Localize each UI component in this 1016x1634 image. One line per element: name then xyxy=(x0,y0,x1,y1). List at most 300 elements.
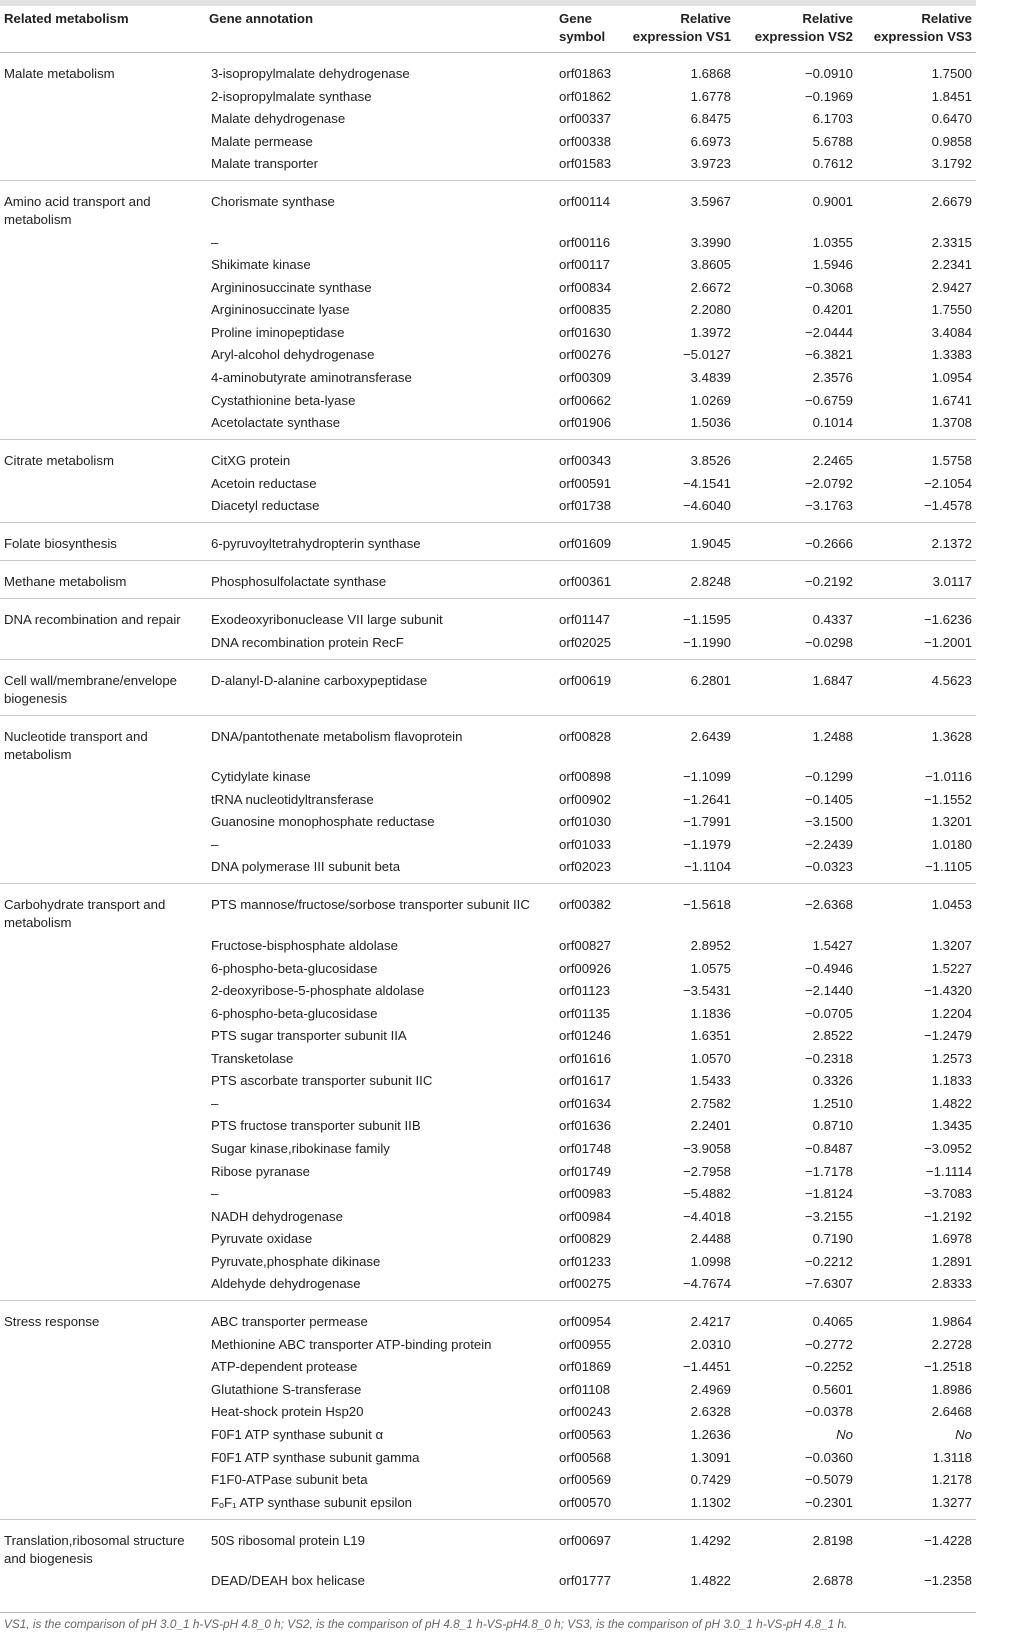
vs2-cell: −0.0910 xyxy=(804,66,853,81)
gene-symbol-cell: orf01123 xyxy=(559,983,611,999)
gene-annotation-cell: F0F1 ATP synthase subunit gamma xyxy=(211,1449,420,1465)
vs3-cell: 1.5758 xyxy=(857,440,976,473)
gene-symbol-cell: orf00243 xyxy=(559,1404,612,1420)
table-row xyxy=(0,181,976,232)
vs1-cell: 1.1302 xyxy=(690,1494,731,1510)
related-metabolism-cell xyxy=(0,834,205,857)
vs3-cell: 3.0117 xyxy=(857,561,976,599)
vs2-cell: 1.6847 xyxy=(735,659,857,715)
gene-symbol-cell: orf01869 xyxy=(559,1359,612,1375)
gene-annotation-cell: Pyruvate oxidase xyxy=(211,1231,313,1247)
row-group xyxy=(0,181,976,440)
gene-annotation-cell: 3-isopropylmalate dehydrogenase xyxy=(211,66,410,81)
vs1-cell: 1.5036 xyxy=(690,415,731,431)
vs2-cell: −0.2252 xyxy=(804,1359,853,1375)
vs1-cell: 2.6672 xyxy=(690,279,731,295)
gene-symbol-cell: orf00338 xyxy=(559,133,612,149)
gene-annotation-cell: PTS sugar transporter subunit IIA xyxy=(211,1028,407,1044)
table-row xyxy=(0,659,976,715)
table-row xyxy=(0,1003,976,1026)
vs1-cell: 1.4822 xyxy=(690,1573,731,1589)
vs1-cell: 1.2636 xyxy=(690,1426,731,1442)
header-vs1: Relative expression VS1 xyxy=(628,6,735,53)
vs3-cell: 1.7550 xyxy=(931,302,972,318)
table-row xyxy=(0,1469,976,1492)
vs1-cell: 0.7429 xyxy=(690,1472,731,1488)
vs1-cell: −5.4882 xyxy=(682,1186,731,1202)
gene-annotation-cell: 6-pyruvoyltetrahydropterin synthase xyxy=(205,523,555,561)
gene-symbol-cell: orf01135 xyxy=(559,1005,611,1021)
vs3-cell: −1.2479 xyxy=(923,1028,972,1044)
vs3-cell: 1.9864 xyxy=(857,1301,976,1334)
vs3-cell: 1.7500 xyxy=(931,66,972,81)
gene-annotation-cell: Exodeoxyribonuclease VII large subunit xyxy=(205,599,555,632)
vs3-cell: 1.0180 xyxy=(931,836,972,852)
related-metabolism-cell: DNA recombination and repair xyxy=(0,599,205,632)
vs2-cell: 2.3576 xyxy=(812,370,853,386)
vs2-cell: 1.2510 xyxy=(812,1095,853,1111)
gene-annotation-cell: Malate dehydrogenase xyxy=(211,111,346,127)
gene-symbol-cell: orf00568 xyxy=(559,1449,612,1465)
vs2-cell: 0.1014 xyxy=(812,415,853,431)
vs1-cell: −1.1979 xyxy=(682,836,731,852)
vs2-cell: −0.3068 xyxy=(804,279,853,295)
gene-symbol-cell: orf01108 xyxy=(559,1381,611,1397)
gene-symbol-cell: orf00361 xyxy=(555,561,628,599)
table-row xyxy=(0,958,976,981)
gene-symbol-cell: orf01636 xyxy=(559,1118,612,1134)
gene-symbol-cell: orf00275 xyxy=(559,1276,612,1292)
vs1-cell: −4.7674 xyxy=(682,1276,731,1292)
vs3-cell: 2.2341 xyxy=(931,257,972,273)
vs2-cell: 1.0355 xyxy=(812,234,853,250)
row-group xyxy=(0,1301,976,1519)
vs3-cell: −1.0116 xyxy=(924,769,972,785)
gene-symbol-cell: orf00662 xyxy=(559,392,612,408)
related-metabolism-cell xyxy=(0,473,205,496)
gene-symbol-cell: orf01634 xyxy=(559,1095,612,1111)
table-row xyxy=(0,935,976,958)
gene-annotation-cell: Diacetyl reductase xyxy=(211,498,320,514)
table-row xyxy=(0,1251,976,1274)
vs3-cell: 2.6679 xyxy=(857,181,976,232)
related-metabolism-cell xyxy=(0,131,205,154)
table-row xyxy=(0,344,976,367)
table-row xyxy=(0,1115,976,1138)
gene-symbol-cell: orf01033 xyxy=(559,836,612,852)
gene-annotation-cell: 2-deoxyribose-5-phosphate aldolase xyxy=(211,983,425,999)
vs3-cell: 1.3118 xyxy=(932,1449,972,1465)
related-metabolism-cell xyxy=(0,1424,205,1447)
gene-annotation-cell: Aldehyde dehydrogenase xyxy=(211,1276,361,1292)
table-row xyxy=(0,1138,976,1161)
vs1-cell: 1.0269 xyxy=(690,392,731,408)
gene-symbol-cell: orf00697 xyxy=(555,1519,628,1570)
gene-symbol-cell: orf00834 xyxy=(559,279,612,295)
related-metabolism-cell xyxy=(0,1570,205,1597)
vs2-cell: −2.0444 xyxy=(804,324,853,340)
table-row xyxy=(0,299,976,322)
gene-annotation-cell: FₒF₁ ATP synthase subunit epsilon xyxy=(211,1494,412,1510)
vs2-cell: −6.3821 xyxy=(804,347,853,363)
gene-annotation-cell: – xyxy=(211,1186,219,1202)
vs1-cell: 2.4488 xyxy=(690,1231,731,1247)
related-metabolism-cell xyxy=(0,1183,205,1206)
gene-annotation-cell: NADH dehydrogenase xyxy=(211,1208,343,1224)
gene-annotation-cell: DEAD/DEAH box helicase xyxy=(211,1573,365,1589)
related-metabolism-cell: Carbohydrate transport and metabolism xyxy=(0,884,205,935)
vs2-cell: 5.6788 xyxy=(812,133,853,149)
gene-annotation-cell: ABC transporter permease xyxy=(205,1301,555,1334)
vs2-cell: 0.4337 xyxy=(735,599,857,632)
vs1-cell: 1.3091 xyxy=(690,1449,731,1465)
related-metabolism-cell xyxy=(0,766,205,789)
gene-symbol-cell: orf01030 xyxy=(559,814,612,830)
vs3-cell: 1.8451 xyxy=(931,88,972,104)
vs1-cell: 2.6439 xyxy=(628,715,735,766)
table-row xyxy=(0,1048,976,1071)
row-group xyxy=(0,884,976,1301)
vs3-cell: −1.4228 xyxy=(857,1519,976,1570)
table-row xyxy=(0,856,976,884)
vs2-cell: 0.9001 xyxy=(735,181,857,232)
related-metabolism-cell: Nucleotide transport and metabolism xyxy=(0,715,205,766)
gene-symbol-cell: orf00563 xyxy=(559,1426,612,1442)
related-metabolism-cell xyxy=(0,153,205,181)
gene-symbol-cell: orf00114 xyxy=(555,181,628,232)
table-row xyxy=(0,1183,976,1206)
table-row xyxy=(0,277,976,300)
gene-symbol-cell: orf01906 xyxy=(559,415,612,431)
gene-annotation-cell: F0F1 ATP synthase subunit α xyxy=(211,1426,384,1442)
related-metabolism-cell xyxy=(0,232,205,255)
row-group xyxy=(0,561,976,599)
gene-annotation-cell: F1F0-ATPase subunit beta xyxy=(211,1472,368,1488)
vs1-cell: 1.0570 xyxy=(690,1050,731,1066)
vs3-cell: 1.2891 xyxy=(931,1253,972,1269)
related-metabolism-cell xyxy=(0,1469,205,1492)
gene-annotation-cell: Transketolase xyxy=(211,1050,294,1066)
gene-symbol-cell: orf00337 xyxy=(559,111,612,127)
gene-annotation-cell: CitXG protein xyxy=(205,440,555,473)
gene-annotation-cell: Phosphosulfolactate synthase xyxy=(205,561,555,599)
vs3-cell: −3.0952 xyxy=(923,1140,972,1156)
vs1-cell: 3.3990 xyxy=(690,234,731,250)
table-row xyxy=(0,322,976,345)
related-metabolism-cell xyxy=(0,1206,205,1229)
gene-annotation-cell: tRNA nucleotidyltransferase xyxy=(211,791,374,807)
vs2-cell: −0.2666 xyxy=(735,523,857,561)
gene-symbol-cell: orf00619 xyxy=(555,659,628,715)
related-metabolism-cell xyxy=(0,495,205,523)
vs3-cell: 1.5227 xyxy=(931,960,972,976)
vs1-cell: −1.1099 xyxy=(682,769,731,785)
vs3-cell: −1.6236 xyxy=(857,599,976,632)
gene-symbol-cell: orf00902 xyxy=(559,791,612,807)
vs1-cell: 6.2801 xyxy=(628,659,735,715)
related-metabolism-cell xyxy=(0,1334,205,1357)
table-row xyxy=(0,1206,976,1229)
vs2-cell: 0.5601 xyxy=(812,1381,853,1397)
vs3-cell: 1.3201 xyxy=(931,814,972,830)
vs1-cell: 2.4969 xyxy=(690,1381,731,1397)
gene-annotation-cell: Proline iminopeptidase xyxy=(211,324,345,340)
vs3-cell: 1.3628 xyxy=(857,715,976,766)
related-metabolism-cell xyxy=(0,1025,205,1048)
related-metabolism-cell: Citrate metabolism xyxy=(0,440,205,473)
gene-annotation-cell: Methionine ABC transporter ATP-binding protein xyxy=(211,1336,492,1352)
gene-symbol-cell: orf01617 xyxy=(559,1073,612,1089)
table-row xyxy=(0,811,976,834)
gene-annotation-cell: Sugar kinase,ribokinase family xyxy=(211,1140,390,1156)
related-metabolism-cell: Cell wall/membrane/envelope biogenesis xyxy=(0,659,205,715)
related-metabolism-cell xyxy=(0,344,205,367)
gene-symbol-cell: orf00591 xyxy=(559,475,612,491)
gene-annotation-cell: Heat-shock protein Hsp20 xyxy=(211,1404,364,1420)
related-metabolism-cell: Stress response xyxy=(0,1301,205,1334)
vs1-cell: 2.6328 xyxy=(690,1404,731,1420)
gene-symbol-cell: orf02023 xyxy=(559,859,612,875)
vs2-cell: −0.2318 xyxy=(804,1050,853,1066)
vs3-cell: −1.2192 xyxy=(923,1208,972,1224)
vs1-cell: −1.7991 xyxy=(682,814,731,830)
row-group xyxy=(0,440,976,523)
vs1-cell: 2.8248 xyxy=(628,561,735,599)
gene-annotation-cell: PTS ascorbate transporter subunit IIC xyxy=(211,1073,433,1089)
vs1-cell: −1.5618 xyxy=(628,884,735,935)
vs2-cell: −0.5079 xyxy=(804,1472,853,1488)
vs3-cell: 1.3383 xyxy=(931,347,972,363)
vs2-cell: 6.1703 xyxy=(812,111,853,127)
gene-annotation-cell: 2-isopropylmalate synthase xyxy=(211,88,372,104)
table-row xyxy=(0,1519,976,1570)
gene-symbol-cell: orf00827 xyxy=(559,938,612,954)
vs2-cell: −3.1763 xyxy=(804,498,853,514)
vs1-cell: −3.9058 xyxy=(682,1140,731,1156)
related-metabolism-cell xyxy=(0,322,205,345)
gene-annotation-cell: Acetoin reductase xyxy=(211,475,317,491)
gene-symbol-cell: orf00569 xyxy=(559,1472,612,1488)
related-metabolism-cell: Translation,ribosomal structure and biogenesis xyxy=(0,1519,205,1570)
row-group xyxy=(0,715,976,884)
vs2-cell: −1.8124 xyxy=(804,1186,853,1202)
vs3-cell: −3.7083 xyxy=(923,1186,972,1202)
table-row xyxy=(0,1379,976,1402)
gene-symbol-cell: orf01862 xyxy=(559,88,612,104)
related-metabolism-cell xyxy=(0,856,205,884)
table-row xyxy=(0,473,976,496)
gene-symbol-cell: orf00276 xyxy=(559,347,612,363)
gene-annotation-cell: D-alanyl-D-alanine carboxypeptidase xyxy=(205,659,555,715)
row-group xyxy=(0,1519,976,1597)
table-bottom-rule xyxy=(0,1612,976,1613)
gene-annotation-cell: Shikimate kinase xyxy=(211,257,311,273)
gene-annotation-cell: 6-phospho-beta-glucosidase xyxy=(211,1005,378,1021)
vs3-cell: 2.3315 xyxy=(931,234,972,250)
vs1-cell: 1.6868 xyxy=(690,66,731,81)
header-vs3: Relative expression VS3 xyxy=(857,6,976,53)
related-metabolism-cell xyxy=(0,1138,205,1161)
related-metabolism-cell xyxy=(0,1093,205,1116)
vs2-cell: −0.0378 xyxy=(804,1404,853,1420)
related-metabolism-cell: Methane metabolism xyxy=(0,561,205,599)
gene-annotation-cell: Argininosuccinate synthase xyxy=(211,279,372,295)
gene-symbol-cell: orf00954 xyxy=(555,1301,628,1334)
vs2-cell: −0.1969 xyxy=(804,88,853,104)
vs1-cell: 6.8475 xyxy=(690,111,731,127)
vs2-cell: −0.2301 xyxy=(804,1494,853,1510)
vs1-cell: 1.1836 xyxy=(690,1005,731,1021)
vs3-cell: No xyxy=(955,1426,972,1442)
vs3-cell: −1.1552 xyxy=(923,791,972,807)
table-row xyxy=(0,1356,976,1379)
vs3-cell: 1.1833 xyxy=(931,1073,972,1089)
related-metabolism-cell xyxy=(0,1228,205,1251)
gene-annotation-cell: Malate transporter xyxy=(211,156,319,172)
gene-annotation-cell: Fructose-bisphosphate aldolase xyxy=(211,938,398,954)
related-metabolism-cell: Folate biosynthesis xyxy=(0,523,205,561)
vs2-cell: −0.8487 xyxy=(804,1140,853,1156)
related-metabolism-cell: Malate metabolism xyxy=(4,66,115,81)
related-metabolism-cell xyxy=(0,390,205,413)
vs2-cell: −0.2192 xyxy=(735,561,857,599)
gene-symbol-cell: orf01233 xyxy=(559,1253,612,1269)
vs2-cell: No xyxy=(836,1426,853,1442)
vs3-cell: −1.4578 xyxy=(923,498,972,514)
vs3-cell: 1.4822 xyxy=(931,1095,972,1111)
related-metabolism-cell xyxy=(0,1447,205,1470)
vs3-cell: 1.3277 xyxy=(931,1494,972,1510)
vs1-cell: −1.1990 xyxy=(682,634,731,650)
vs3-cell: 1.0954 xyxy=(931,370,972,386)
gene-symbol-cell: orf00117 xyxy=(559,257,611,273)
gene-annotation-cell: DNA polymerase III subunit beta xyxy=(211,859,401,875)
gene-annotation-cell: 4-aminobutyrate aminotransferase xyxy=(211,370,412,386)
gene-symbol-cell: orf01616 xyxy=(559,1050,612,1066)
related-metabolism-cell xyxy=(0,108,205,131)
gene-annotation-cell: PTS mannose/fructose/sorbose transporter subunit IIC xyxy=(205,884,555,935)
related-metabolism-cell xyxy=(0,1356,205,1379)
table-row xyxy=(0,1301,976,1334)
gene-annotation-cell: Glutathione S-transferase xyxy=(211,1381,362,1397)
vs2-cell: −2.2439 xyxy=(804,836,853,852)
table-row xyxy=(0,495,976,523)
table-footnote: VS1, is the comparison of pH 3.0_1 h-VS-pH 4.8_0 h; VS2, is the comparison of pH 4.8_1 h-VS-pH4.8_0 h; VS3, is the comparison of pH 3.0_1 h-VS-pH 4.8_1 h. xyxy=(4,1617,848,1631)
header-related-metabolism: Related metabolism xyxy=(0,6,205,53)
gene-symbol-cell: orf00835 xyxy=(559,302,612,318)
vs2-cell: 0.8710 xyxy=(812,1118,853,1134)
gene-annotation-cell: DNA/pantothenate metabolism flavoprotein xyxy=(205,715,555,766)
table-row xyxy=(0,412,976,440)
table-row xyxy=(0,561,976,599)
table-row xyxy=(0,1070,976,1093)
row-group xyxy=(0,53,976,181)
gene-annotation-cell: PTS fructose transporter subunit IIB xyxy=(211,1118,421,1134)
gene-symbol-cell: orf01749 xyxy=(559,1163,612,1179)
gene-symbol-cell: orf01738 xyxy=(559,498,612,514)
gene-symbol-cell: orf01583 xyxy=(559,156,612,172)
header-gene-annotation: Gene annotation xyxy=(205,6,555,53)
vs1-cell: 2.0310 xyxy=(690,1336,731,1352)
gene-annotation-cell: 50S ribosomal protein L19 xyxy=(205,1519,555,1570)
table-row xyxy=(0,440,976,473)
table-row xyxy=(0,153,976,181)
vs2-cell: −0.0360 xyxy=(804,1449,853,1465)
vs2-cell: 2.8522 xyxy=(812,1028,853,1044)
vs2-cell: −2.1440 xyxy=(804,983,853,999)
vs3-cell: 4.5623 xyxy=(857,659,976,715)
vs1-cell: −4.4018 xyxy=(682,1208,731,1224)
vs3-cell: 1.2204 xyxy=(931,1005,972,1021)
header-vs2: Relative expression VS2 xyxy=(735,6,857,53)
vs3-cell: 1.2178 xyxy=(931,1472,972,1488)
gene-symbol-cell: orf00570 xyxy=(559,1494,612,1510)
gene-annotation-cell: Cytidylate kinase xyxy=(211,769,311,785)
gene-symbol-cell: orf02025 xyxy=(559,634,612,650)
table-row xyxy=(0,86,976,109)
related-metabolism-cell xyxy=(0,277,205,300)
vs2-cell: −0.2772 xyxy=(804,1336,853,1352)
vs2-cell: −0.1405 xyxy=(804,791,853,807)
related-metabolism-cell: Amino acid transport and metabolism xyxy=(0,181,205,232)
vs1-cell: 1.6351 xyxy=(690,1028,731,1044)
related-metabolism-cell xyxy=(0,632,205,660)
vs2-cell: −0.2212 xyxy=(804,1253,853,1269)
table-header xyxy=(0,6,976,53)
gene-symbol-cell: orf00983 xyxy=(559,1186,612,1202)
related-metabolism-cell xyxy=(0,254,205,277)
table-row xyxy=(0,834,976,857)
gene-annotation-cell: Chorismate synthase xyxy=(205,181,555,232)
gene-symbol-cell: orf00382 xyxy=(555,884,628,935)
vs1-cell: −1.2641 xyxy=(682,791,731,807)
table-row xyxy=(0,390,976,413)
related-metabolism-cell xyxy=(0,1379,205,1402)
vs1-cell: 2.8952 xyxy=(690,938,731,954)
table-row xyxy=(0,367,976,390)
table-row xyxy=(0,789,976,812)
related-metabolism-cell xyxy=(0,1251,205,1274)
vs3-cell: −1.2358 xyxy=(923,1573,972,1589)
vs3-cell: 2.2728 xyxy=(931,1336,972,1352)
vs2-cell: 1.5946 xyxy=(812,257,853,273)
gene-annotation-cell: Pyruvate,phosphate dikinase xyxy=(211,1253,381,1269)
vs3-cell: 3.1792 xyxy=(931,156,972,172)
vs3-cell: 1.6978 xyxy=(931,1231,972,1247)
gene-symbol-cell: orf01863 xyxy=(559,66,612,81)
vs1-cell: 2.2401 xyxy=(690,1118,731,1134)
vs3-cell: 2.9427 xyxy=(931,279,972,295)
gene-symbol-cell: orf00116 xyxy=(559,234,611,250)
gene-annotation-cell: Cystathionine beta-lyase xyxy=(211,392,356,408)
vs3-cell: 1.6741 xyxy=(931,392,972,408)
gene-symbol-cell: orf01777 xyxy=(559,1573,612,1589)
related-metabolism-cell xyxy=(0,935,205,958)
vs2-cell: −3.1500 xyxy=(804,814,853,830)
vs2-cell: 0.3326 xyxy=(812,1073,853,1089)
vs2-cell: −0.0705 xyxy=(804,1005,853,1021)
vs2-cell: −0.1299 xyxy=(804,769,853,785)
vs1-cell: 1.5433 xyxy=(690,1073,731,1089)
related-metabolism-cell xyxy=(0,811,205,834)
vs1-cell: 6.6973 xyxy=(690,133,731,149)
table-row xyxy=(0,108,976,131)
vs3-cell: −1.1114 xyxy=(925,1163,972,1179)
vs3-cell: 0.6470 xyxy=(931,111,972,127)
vs1-cell: 1.4292 xyxy=(628,1519,735,1570)
table-row xyxy=(0,1334,976,1357)
gene-symbol-cell: orf00309 xyxy=(559,370,612,386)
